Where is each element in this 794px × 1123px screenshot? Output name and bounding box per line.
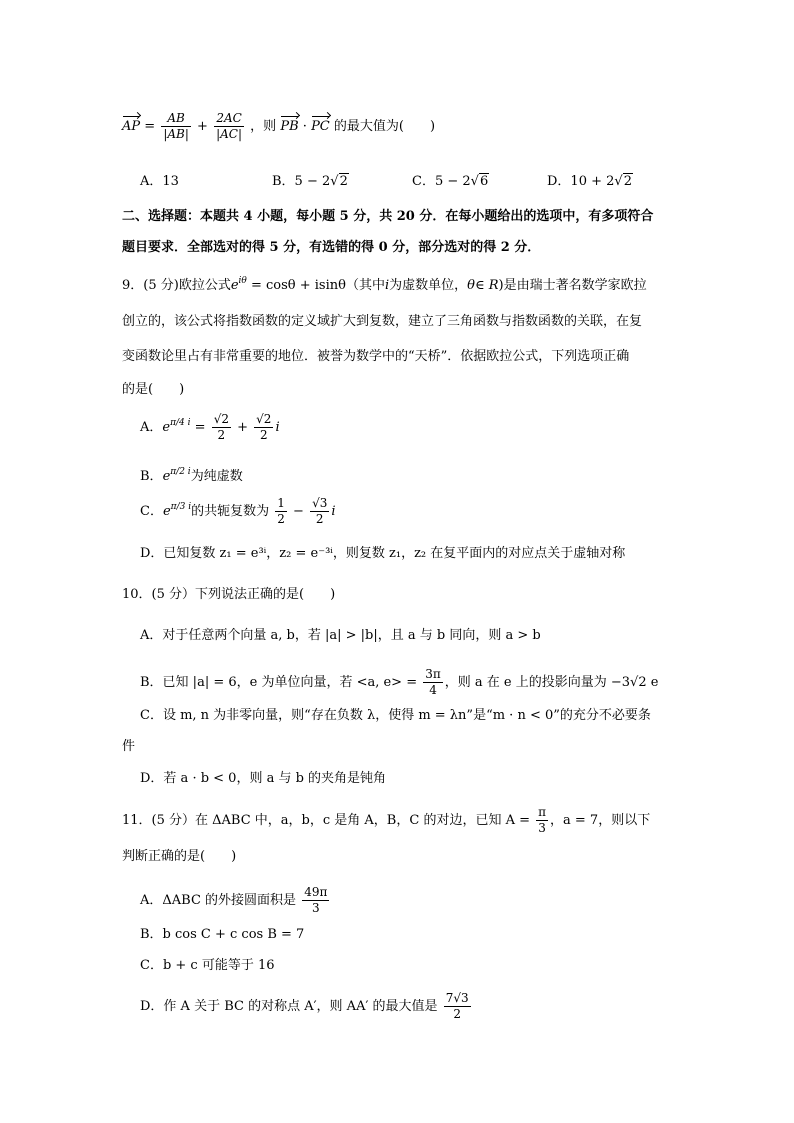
option-text: C．5 − 2	[412, 174, 471, 189]
formula-exponent: iθ	[238, 276, 247, 286]
option-c: C．5 − 2√6	[412, 174, 489, 189]
fraction-numerator: √2	[212, 413, 231, 428]
q9-option-c: C．$e^{\pi/3 i}$的共轭复数为 $\frac{1}{2}$ − $\frac{√3}{2}$ i	[140, 496, 336, 527]
q10-option-d: D．若 a · b < 0，则 a 与 b 的夹角是钝角	[140, 771, 387, 786]
fraction-numerator: π	[536, 806, 548, 821]
question-number: 9．(5 分)欧拉公式	[122, 278, 231, 293]
fraction-denominator: 4	[429, 683, 437, 698]
q10-option-c-line1: C．设 m, n 为非零向量，则“存在负数 λ，使得 m = λn”是“m · n < 0”的充分不必要条	[140, 708, 651, 723]
option-b: B．5 − 2√2	[272, 174, 348, 189]
stem-text: 的最大值为( )	[333, 119, 436, 135]
q9-option-a: A．$e^{\pi/4 i}$ = $\frac{√2}{2}$ + $\frac{√2}{2}$ i	[140, 412, 280, 443]
stem-text: 11．(5 分）在 ΔABC 中，a，b，c 是角 A，B，C 的对边，已知 A =	[122, 813, 530, 829]
fraction-numerator: √2	[254, 413, 273, 428]
fraction	[254, 413, 273, 442]
fraction-denominator: |AC|	[216, 127, 243, 142]
fraction-denominator: 2	[259, 428, 268, 443]
option-label: A．	[140, 420, 163, 436]
fraction-denominator: 2	[277, 512, 285, 527]
q11-option-a	[140, 886, 331, 915]
fraction	[444, 992, 471, 1021]
fraction-denominator: |AB|	[163, 127, 189, 142]
fraction-numerator: 2AC	[214, 112, 244, 127]
vector-PC: PC	[311, 119, 330, 135]
fraction-denominator: 2	[315, 512, 324, 527]
option-a: A．13	[140, 174, 179, 189]
fraction-numerator: 1	[275, 497, 287, 512]
fraction	[275, 497, 287, 526]
fraction-denominator: 3	[311, 901, 320, 916]
fraction	[310, 497, 329, 526]
fraction	[302, 886, 329, 915]
option-text: B．已知 |a| = 6，e 为单位向量，若 <a, e> =	[140, 675, 418, 691]
q9-option-b: B．$e^{\pi/2 i}$为纯虚数	[140, 467, 243, 484]
vector-AP: AP	[122, 119, 141, 135]
plus-sign: +	[197, 119, 208, 135]
fraction-ac	[214, 112, 244, 141]
radicand: 2	[339, 174, 348, 189]
exponent: π/4 i	[170, 418, 191, 429]
exponent: π/2 i	[170, 467, 191, 477]
option-text: 的共轭复数为	[191, 504, 270, 520]
q10-stem: 10．(5 分）下列说法正确的是( )	[122, 587, 336, 602]
plus-sign: +	[237, 420, 249, 436]
option-text: A．ΔABC 的外接圆面积是	[140, 893, 297, 909]
q9-stem-line3: 变函数论里占有非常重要的地位．被誉为数学中的“天桥”．依据欧拉公式，下列选项正确	[122, 349, 630, 364]
exponent: π/3 i	[170, 502, 192, 513]
symbol-theta: θ∈ R	[467, 278, 499, 293]
fraction-denominator: 2	[217, 428, 226, 443]
q11-stem-line1	[122, 806, 650, 835]
symbol-i: i	[384, 278, 390, 293]
q11-option-b: B．b cos C + c cos B = 7	[140, 927, 305, 942]
fraction-numerator: AB	[161, 112, 191, 127]
q9-stem-line1	[122, 277, 647, 292]
option-text: B．5 − 2	[272, 174, 331, 189]
q10-option-b	[140, 668, 658, 697]
radicand: 2	[623, 174, 632, 189]
vector-PB: PB	[280, 119, 299, 135]
q9-stem-line4: 的是( )	[122, 382, 185, 397]
q10-option-c-line2: 件	[122, 739, 136, 754]
stem-text: 为虚数单位，	[389, 278, 468, 293]
q10-option-a: A．对于任意两个向量 a, b，若 |a| > |b|，且 a 与 b 同向，则 a > b	[140, 628, 541, 643]
minus-sign: −	[293, 504, 304, 520]
option-text: 为纯虚数	[190, 469, 243, 484]
fraction-denominator: 2	[453, 1007, 461, 1022]
q11-option-d	[140, 992, 473, 1021]
option-d: D．10 + 2√2	[547, 174, 632, 189]
q11-option-c: C．b + c 可能等于 16	[140, 958, 275, 973]
q9-option-d: D．已知复数 z₁ = e³ⁱ，z₂ = e⁻³ⁱ，则复数 z₁，z₂ 在复平面内的对应点关于虚轴对称	[140, 546, 626, 561]
formula: e	[230, 278, 239, 293]
radicand: 6	[479, 174, 489, 189]
fraction-numerator: √3	[310, 497, 329, 512]
symbol-i: i	[331, 504, 336, 520]
formula: = cosθ + isinθ	[246, 278, 346, 293]
symbol-i: i	[275, 420, 280, 436]
option-label: B．	[140, 469, 163, 484]
fraction	[212, 413, 231, 442]
stem-text: )是由瑞士著名数学家欧拉	[498, 278, 647, 293]
fraction-numerator: 3π	[423, 668, 443, 683]
fraction-ab	[161, 112, 191, 141]
q11-stem-line2: 判断正确的是( )	[122, 849, 237, 864]
option-text: D．10 + 2	[547, 174, 615, 189]
fraction	[423, 668, 443, 697]
fraction	[536, 806, 548, 835]
dot-operator: ·	[302, 119, 307, 135]
fraction-numerator: 7√3	[444, 992, 471, 1007]
option-label: C．	[140, 504, 163, 520]
section-heading-line2: 题目要求．全部选对的得 5 分，有选错的得 0 分，部分选对的得 2 分．	[122, 240, 541, 255]
section-heading-line1: 二、选择题：本题共 4 小题，每小题 5 分，共 20 分．在每小题给出的选项中，有多项符合	[122, 209, 654, 224]
option-text: ，则 a 在 e 上的投影向量为 −3√2 e	[444, 675, 659, 691]
equals: =	[144, 119, 156, 135]
fraction-denominator: 3	[538, 821, 546, 836]
q9-stem-line2: 创立的，该公式将指数函数的定义域扩大到复数，建立了三角函数与指数函数的关联，在复	[122, 314, 643, 329]
stem-text: ，a = 7，则以下	[550, 813, 651, 829]
fraction-numerator: 49π	[302, 886, 329, 901]
stem-text: （其中	[345, 278, 385, 293]
option-text: D．作 A 关于 BC 的对称点 A′，则 AA′ 的最大值是	[140, 999, 438, 1015]
stem-text: ，则	[250, 119, 277, 135]
q8-stem	[122, 112, 435, 141]
